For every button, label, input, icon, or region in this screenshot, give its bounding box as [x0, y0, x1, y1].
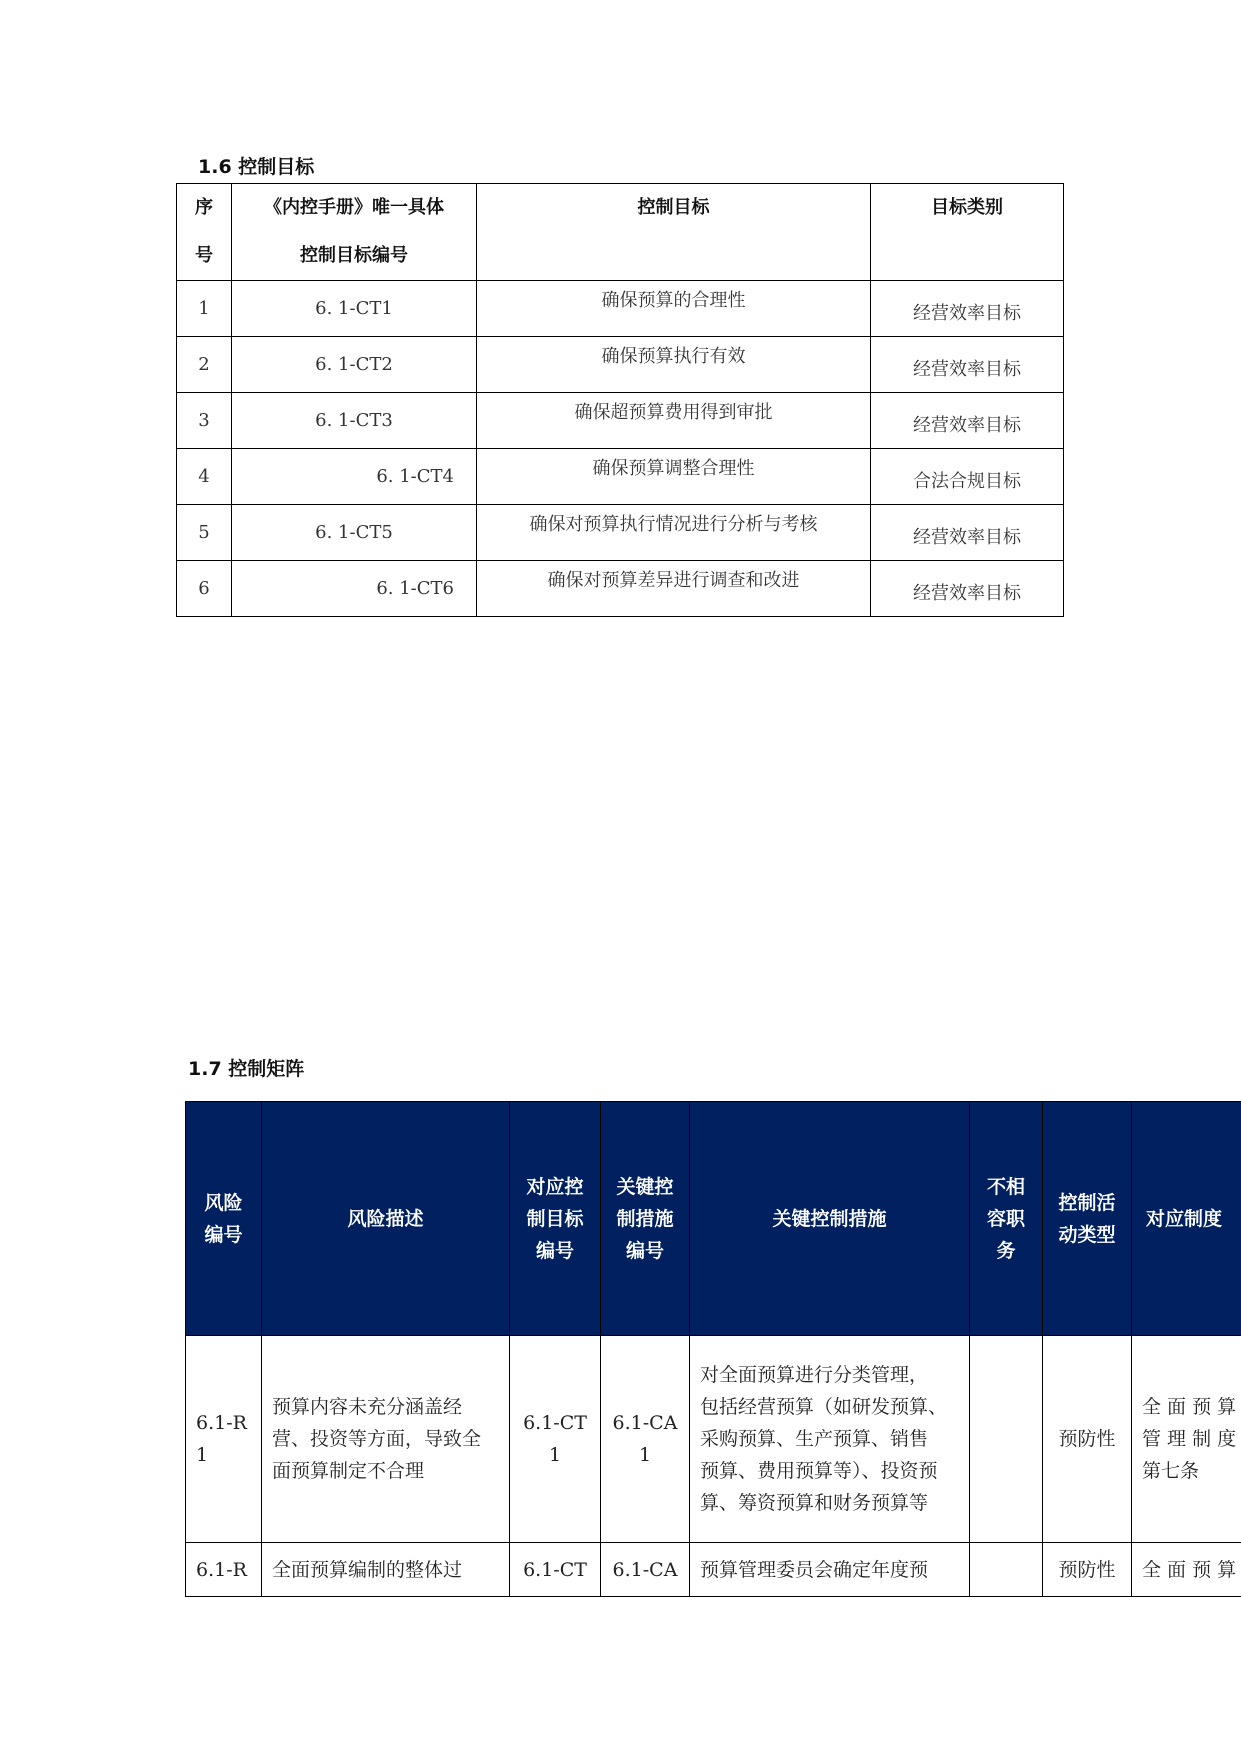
header-ca-line2: 制措施 [616, 1207, 674, 1230]
cell-measure: 预算管理委员会确定年度预 [690, 1543, 970, 1597]
header-type-line1: 控制活 [1058, 1191, 1116, 1214]
cell-ca-line1: 6.1-CA [612, 1412, 678, 1434]
header-ct-line2: 制目标 [526, 1207, 584, 1230]
cell-goal: 确保预算的合理性 [477, 281, 871, 337]
table-row [177, 337, 1064, 393]
cell-sod [970, 1336, 1043, 1543]
cell-sod [970, 1543, 1043, 1597]
cell-code: 6. 1-CT1 [232, 281, 477, 337]
cell-category: 经营效率目标 [871, 281, 1064, 337]
table-row [177, 505, 1064, 561]
header-type [1043, 1102, 1132, 1336]
header-seq-line1: 序 [195, 197, 213, 218]
cell-code: 6. 1-CT5 [232, 505, 477, 561]
table-row [177, 561, 1064, 617]
header-ct-line3: 编号 [535, 1239, 574, 1262]
header-ca-line3: 编号 [625, 1239, 664, 1262]
cell-category: 经营效率目标 [871, 393, 1064, 449]
cell-policy: 全 面 预 算 [1132, 1543, 1241, 1597]
matrix-row [186, 1543, 1241, 1597]
matrix-row [186, 1336, 1241, 1543]
header-sod-line3: 务 [996, 1239, 1016, 1262]
header-risk-no-line2: 编号 [204, 1223, 243, 1246]
header-seq [177, 184, 232, 281]
table-row [177, 449, 1064, 505]
cell-risk-no-line2: 1 [196, 1444, 209, 1466]
cell-ca-line2: 1 [638, 1444, 652, 1466]
header-type-line2: 动类型 [1058, 1223, 1116, 1246]
cell-seq: 5 [177, 505, 232, 561]
header-category: 目标类别 [871, 184, 1064, 281]
cell-policy [1132, 1336, 1241, 1543]
cell-code: 6. 1-CT6 [232, 561, 477, 617]
header-code [232, 184, 477, 281]
header-goal: 控制目标 [477, 184, 871, 281]
cell-risk-desc-line3: 面预算制定不合理 [272, 1460, 425, 1482]
cell-goal: 确保对预算差异进行调查和改进 [477, 561, 871, 617]
control-matrix-table [185, 1101, 1241, 1597]
cell-category: 经营效率目标 [871, 505, 1064, 561]
header-policy: 对应制度 [1132, 1102, 1241, 1336]
table-row [177, 281, 1064, 337]
cell-ct [510, 1336, 601, 1543]
cell-seq: 3 [177, 393, 232, 449]
section-heading-1-6: 1.6 控制目标 [198, 156, 315, 178]
header-ct [510, 1102, 601, 1336]
cell-policy-line1: 全 面 预 算 [1142, 1396, 1237, 1418]
cell-goal: 确保对预算执行情况进行分析与考核 [477, 505, 871, 561]
cell-category: 合法合规目标 [871, 449, 1064, 505]
cell-risk-no-line1: 6.1-R [196, 1412, 247, 1434]
table-row [177, 393, 1064, 449]
cell-seq: 1 [177, 281, 232, 337]
control-objectives-table [176, 183, 1064, 617]
cell-code: 6. 1-CT3 [232, 393, 477, 449]
cell-measure-line2: 包括经营预算（如研发预算、 [700, 1396, 948, 1418]
cell-policy-line2: 管 理 制 度 [1142, 1428, 1237, 1450]
cell-category: 经营效率目标 [871, 337, 1064, 393]
header-code-line2: 控制目标编号 [300, 245, 408, 266]
cell-goal: 确保预算调整合理性 [477, 449, 871, 505]
cell-type: 预防性 [1043, 1543, 1132, 1597]
cell-risk-desc-line1: 预算内容未充分涵盖经 [272, 1396, 463, 1418]
cell-risk-desc: 全面预算编制的整体过 [262, 1543, 510, 1597]
cell-goal: 确保预算执行有效 [477, 337, 871, 393]
header-seq-line2: 号 [195, 245, 213, 266]
header-ca-line1: 关键控 [616, 1175, 674, 1198]
cell-seq: 4 [177, 449, 232, 505]
header-sod-line2: 容职 [986, 1207, 1025, 1230]
cell-measure-line5: 算、筹资预算和财务预算等 [700, 1492, 929, 1514]
header-risk-no [186, 1102, 262, 1336]
cell-code: 6. 1-CT4 [232, 449, 477, 505]
cell-measure-line1: 对全面预算进行分类管理， [700, 1364, 929, 1386]
header-sod-line1: 不相 [986, 1175, 1025, 1198]
cell-policy-line3: 第七条 [1142, 1460, 1200, 1482]
header-ca [601, 1102, 690, 1336]
header-ct-line1: 对应控 [526, 1175, 584, 1198]
cell-risk-no [186, 1336, 262, 1543]
cell-risk-no: 6.1-R [186, 1543, 262, 1597]
cell-type: 预防性 [1043, 1336, 1132, 1543]
header-code-line1: 《内控手册》唯一具体 [264, 197, 444, 218]
table-header-row [177, 184, 1064, 281]
header-measure: 关键控制措施 [690, 1102, 970, 1336]
header-sod [970, 1102, 1043, 1336]
cell-ct: 6.1-CT [510, 1543, 601, 1597]
cell-category: 经营效率目标 [871, 561, 1064, 617]
header-risk-no-line1: 风险 [204, 1191, 243, 1214]
cell-seq: 2 [177, 337, 232, 393]
cell-measure-line4: 预算、费用预算等）、投资预 [700, 1460, 938, 1482]
cell-goal: 确保超预算费用得到审批 [477, 393, 871, 449]
cell-measure [690, 1336, 970, 1543]
cell-code: 6. 1-CT2 [232, 337, 477, 393]
cell-seq: 6 [177, 561, 232, 617]
cell-measure-line3: 采购预算、生产预算、销售 [700, 1428, 929, 1450]
cell-ct-line1: 6.1-CT [523, 1412, 587, 1434]
matrix-header-row [186, 1102, 1241, 1336]
cell-ct-line2: 1 [548, 1444, 562, 1466]
cell-ca: 6.1-CA [601, 1543, 690, 1597]
cell-risk-desc-line2: 营、投资等方面，导致全 [272, 1428, 482, 1450]
section-heading-1-7: 1.7 控制矩阵 [188, 1058, 305, 1080]
header-risk-desc: 风险描述 [262, 1102, 510, 1336]
cell-ca [601, 1336, 690, 1543]
cell-risk-desc [262, 1336, 510, 1543]
